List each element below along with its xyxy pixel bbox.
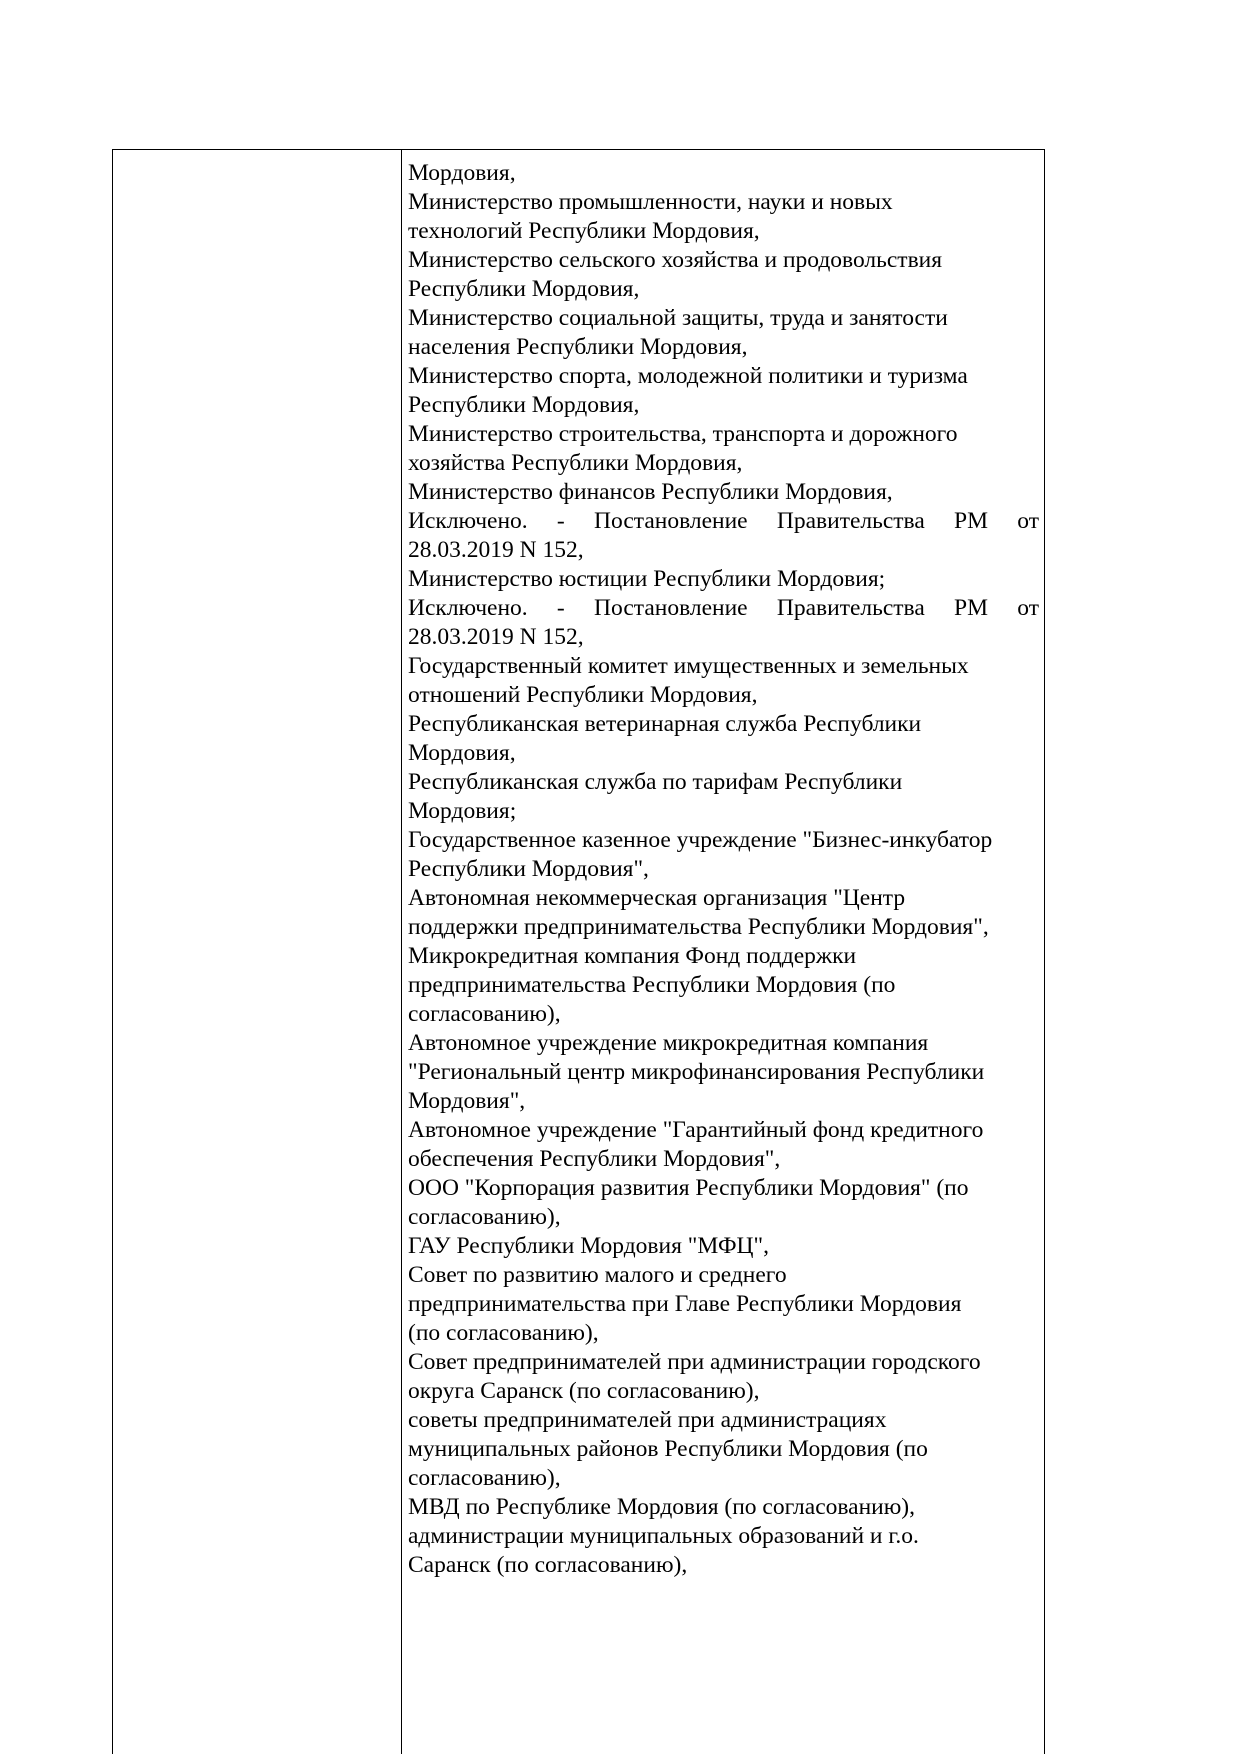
- table-column-divider: [401, 149, 402, 1754]
- text-line: Республики Мордовия",: [408, 856, 649, 882]
- text-line: 28.03.2019 N 152,: [408, 624, 584, 650]
- text-line: 28.03.2019 N 152,: [408, 537, 584, 563]
- text-line: администрации муниципальных образований и г.о.: [408, 1523, 919, 1549]
- text-line: Министерство промышленности, науки и новых: [408, 189, 893, 215]
- text-line: Министерство спорта, молодежной политики и туризма: [408, 363, 968, 389]
- table-cell-right: [408, 159, 1039, 1580]
- text-line: предпринимательства Республики Мордовия (по: [408, 972, 896, 998]
- text-line: "Региональный центр микрофинансирования Республики: [408, 1059, 985, 1085]
- text-line: технологий Республики Мордовия,: [408, 218, 760, 244]
- text-line: ООО "Корпорация развития Республики Мордовия" (по: [408, 1175, 969, 1201]
- text-line: Министерство строительства, транспорта и дорожного: [408, 421, 958, 447]
- text-line: хозяйства Республики Мордовия,: [408, 450, 743, 476]
- table-right-border: [1044, 149, 1045, 1754]
- text-line: Министерство сельского хозяйства и продовольствия: [408, 247, 943, 273]
- text-line: Автономная некоммерческая организация "Центр: [408, 885, 906, 911]
- text-line: Государственное казенное учреждение "Бизнес-инкубатор: [408, 827, 993, 853]
- text-line: Министерство социальной защиты, труда и занятости: [408, 305, 948, 331]
- text-line: Исключено. - Постановление Правительства РМ от: [408, 595, 1039, 621]
- text-line: ГАУ Республики Мордовия "МФЦ",: [408, 1233, 769, 1259]
- text-line: Совет по развитию малого и среднего: [408, 1262, 787, 1288]
- text-line: Государственный комитет имущественных и земельных: [408, 653, 969, 679]
- text-line: Совет предпринимателей при администрации городского: [408, 1349, 981, 1375]
- text-line: МВД по Республике Мордовия (по согласованию),: [408, 1494, 915, 1520]
- text-line: Республиканская ветеринарная служба Республики: [408, 711, 922, 737]
- text-line: Автономное учреждение "Гарантийный фонд кредитного: [408, 1117, 984, 1143]
- text-line: Министерство юстиции Республики Мордовия;: [408, 566, 886, 592]
- text-line: предпринимательства при Главе Республики Мордовия: [408, 1291, 962, 1317]
- text-line: согласованию),: [408, 1001, 561, 1027]
- text-line: отношений Республики Мордовия,: [408, 682, 758, 708]
- text-line: Автономное учреждение микрокредитная компания: [408, 1030, 929, 1056]
- text-line: муниципальных районов Республики Мордовия (по: [408, 1436, 928, 1462]
- text-line: Исключено. - Постановление Правительства РМ от: [408, 508, 1039, 534]
- text-line: согласованию),: [408, 1465, 561, 1491]
- text-line: Мордовия",: [408, 1088, 526, 1114]
- text-line: населения Республики Мордовия,: [408, 334, 748, 360]
- text-line: советы предпринимателей при администрациях: [408, 1407, 887, 1433]
- table-cell-left: [113, 150, 401, 1754]
- text-line: Саранск (по согласованию),: [408, 1552, 688, 1578]
- text-line: Республики Мордовия,: [408, 276, 640, 302]
- text-line: поддержки предпринимательства Республики Мордовия",: [408, 914, 989, 940]
- text-line: (по согласованию),: [408, 1320, 599, 1346]
- text-line: Микрокредитная компания Фонд поддержки: [408, 943, 857, 969]
- text-line: обеспечения Республики Мордовия",: [408, 1146, 781, 1172]
- text-line: Мордовия;: [408, 798, 517, 824]
- text-line: Министерство финансов Республики Мордовия,: [408, 479, 893, 505]
- document-table: [112, 149, 1045, 1754]
- text-line: Республиканская служба по тарифам Республики: [408, 769, 903, 795]
- text-line: Мордовия,: [408, 160, 516, 186]
- text-line: Мордовия,: [408, 740, 516, 766]
- text-line: округа Саранск (по согласованию),: [408, 1378, 760, 1404]
- text-line: согласованию),: [408, 1204, 561, 1230]
- text-line: Республики Мордовия,: [408, 392, 640, 418]
